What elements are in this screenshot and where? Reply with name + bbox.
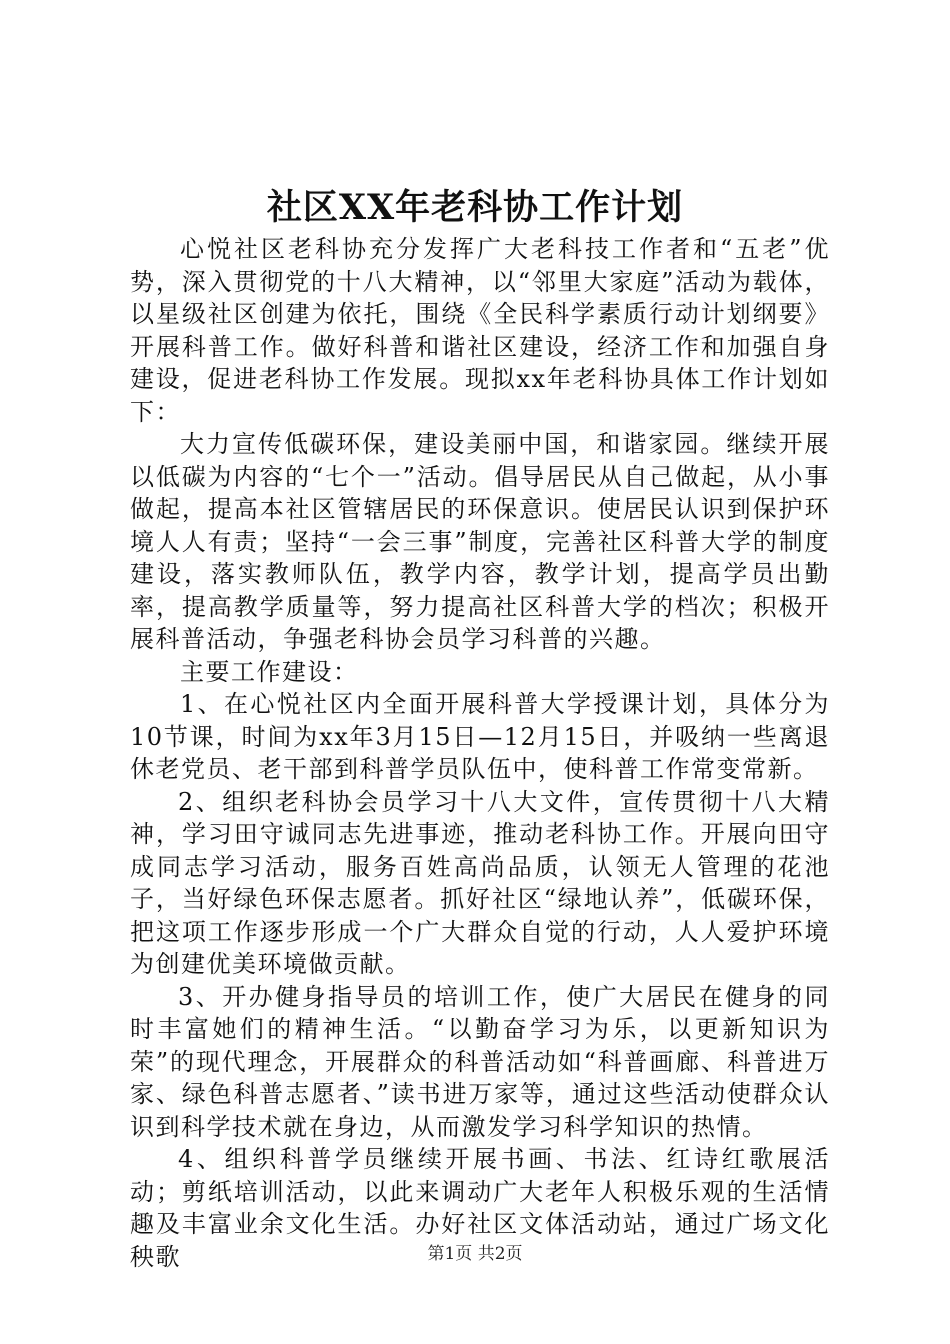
paragraph-low-carbon: 大力宣传低碳环保，建设美丽中国，和谐家园。继续开展以低碳为内容的“七个一”活动。倡导居民从自己做起，从小事做起，提高本社区管辖居民的环保意识。使居民认识到保护环境人人有责；坚持“一会三事”制度，完善社区科普大学的制度建设，落实教师队伍，教学内容，教学计划，提高学员出勤率，提高教学质量等，努力提高社区科普大学的档次；积极开展科普活动，争强老科协会员学习科普的兴趣。	[130, 430, 830, 653]
paragraph-item-1: 1、在心悦社区内全面开展科普大学授课计划，具体分为10节课，时间为xx年3月15日—12月15日，并吸纳一些离退休老党员、老干部到科普学员队伍中，使科普工作常变常新。	[130, 690, 830, 783]
paragraph-main-work-heading: 主要工作建设：	[180, 657, 359, 686]
paragraph-item-2: 2、组织老科协会员学习十八大文件，宣传贯彻十八大精神，学习田守诚同志先进事迹，推动老科协工作。开展向田守成同志学习活动，服务百姓高尚品质，认领无人管理的花池子，当好绿色环保志愿者。抓好社区“绿地认养”，低碳环保，把这项工作逐步形成一个广大群众自觉的行动，人人爱护环境为创建优美环境做贡献。	[130, 787, 830, 978]
paragraph-intro: 心悦社区老科协充分发挥广大老科技工作者和“五老”优势，深入贯彻党的十八大精神，以“邻里大家庭”活动为载体，以星级社区创建为依托，围绕《全民科学素质行动计划纲要》开展科普工作。做好科普和谐社区建设，经济工作和加强自身建设，促进老科协工作发展。现拟xx年老科协具体工作计划如下：	[130, 235, 830, 426]
paragraph-item-3: 3、开办健身指导员的培训工作，使广大居民在健身的同时丰富她们的精神生活。“以勤奋学习为乐，以更新知识为荣”的现代理念，开展群众的科普活动如“科普画廊、科普进万家、绿色科普志愿者、”读书进万家等，通过这些活动使群众认识到科学技术就在身边，从而激发学习科学知识的热情。	[130, 982, 830, 1141]
paragraph-item-4: 4、组织科普学员继续开展书画、书法、红诗红歌展活动；剪纸培训活动，以此来调动广大老年人积极乐观的生活情趣及丰富业余文化生活。办好社区文体活动站，通过广场文化秧歌	[130, 1145, 830, 1271]
document-title: 社区XX年老科协工作计划	[266, 187, 684, 228]
document-body	[130, 233, 830, 1273]
page-number-footer: 第1页 共2页	[427, 1244, 523, 1264]
